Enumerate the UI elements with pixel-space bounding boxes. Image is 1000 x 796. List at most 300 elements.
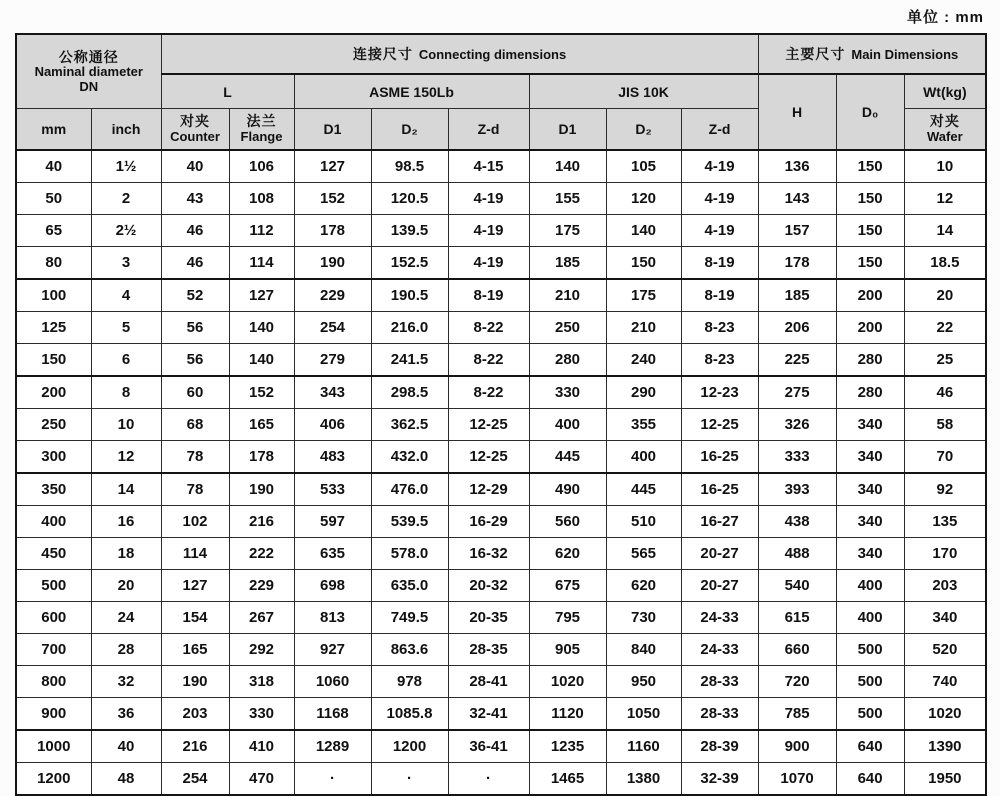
table-cell: 216 (229, 506, 294, 538)
table-cell: 640 (836, 763, 904, 796)
table-cell: 150 (16, 344, 91, 377)
header-jis-d1-column: D1 (529, 109, 606, 151)
table-cell: 136 (758, 150, 836, 183)
table-cell: 267 (229, 602, 294, 634)
table-cell: 12-25 (448, 409, 529, 441)
table-cell: 280 (836, 344, 904, 377)
header-nominal-diameter-zh: 公称通径 (58, 48, 119, 65)
table-cell: 20 (91, 570, 161, 602)
table-cell: 32 (91, 666, 161, 698)
table-cell: 40 (161, 150, 229, 183)
table-cell: 400 (16, 506, 91, 538)
table-cell: 4-15 (448, 150, 529, 183)
table-cell: 445 (606, 473, 681, 506)
table-cell: 150 (836, 150, 904, 183)
table-cell: 152.5 (371, 247, 448, 280)
table-cell: 12-29 (448, 473, 529, 506)
table-cell: 102 (161, 506, 229, 538)
table-cell: 900 (758, 730, 836, 763)
table-cell: 8-23 (681, 312, 758, 344)
table-cell: 203 (904, 570, 986, 602)
table-cell: 140 (229, 312, 294, 344)
table-cell: 410 (229, 730, 294, 763)
table-cell: 185 (758, 279, 836, 312)
table-cell: 540 (758, 570, 836, 602)
table-cell: 1289 (294, 730, 371, 763)
table-cell: 241.5 (371, 344, 448, 377)
table-cell: 1020 (529, 666, 606, 698)
table-cell: 60 (161, 376, 229, 409)
header-asme-group: ASME 150Lb (294, 74, 529, 109)
table-cell: 32-41 (448, 698, 529, 731)
table-cell: 533 (294, 473, 371, 506)
table-cell: 340 (836, 441, 904, 474)
table-cell: 154 (161, 602, 229, 634)
table-cell: 597 (294, 506, 371, 538)
table-cell: 1200 (16, 763, 91, 796)
table-cell: 8-22 (448, 376, 529, 409)
table-cell: 28-33 (681, 666, 758, 698)
table-cell: 36-41 (448, 730, 529, 763)
table-cell: 240 (606, 344, 681, 377)
table-cell: 254 (161, 763, 229, 796)
table-cell: 675 (529, 570, 606, 602)
table-cell: 330 (529, 376, 606, 409)
table-cell: 12 (91, 441, 161, 474)
table-cell: 254 (294, 312, 371, 344)
table-cell: 28-41 (448, 666, 529, 698)
table-cell: 4-19 (681, 183, 758, 215)
table-cell: 340 (836, 506, 904, 538)
table-cell: 18.5 (904, 247, 986, 280)
table-cell: 620 (606, 570, 681, 602)
table-cell: 92 (904, 473, 986, 506)
table-cell: 900 (16, 698, 91, 731)
table-cell: 292 (229, 634, 294, 666)
table-cell: 16-32 (448, 538, 529, 570)
table-row (16, 666, 986, 698)
table-cell: 206 (758, 312, 836, 344)
table-cell: 863.6 (371, 634, 448, 666)
table-cell: 40 (91, 730, 161, 763)
table-row (16, 344, 986, 377)
table-cell: 340 (904, 602, 986, 634)
table-cell: 112 (229, 215, 294, 247)
table-cell: 8-19 (681, 279, 758, 312)
table-cell: 32-39 (681, 763, 758, 796)
table-cell: 127 (229, 279, 294, 312)
table-cell: 483 (294, 441, 371, 474)
header-counter-column: 对夹 Counter (161, 109, 229, 151)
table-cell: 50 (16, 183, 91, 215)
table-cell: 355 (606, 409, 681, 441)
table-cell: 275 (758, 376, 836, 409)
table-cell: 4-19 (448, 247, 529, 280)
table-cell: 155 (529, 183, 606, 215)
header-jis-d2-column: D₂ (606, 109, 681, 151)
table-cell: 1000 (16, 730, 91, 763)
table-cell: 127 (294, 150, 371, 183)
table-cell: 560 (529, 506, 606, 538)
table-row (16, 570, 986, 602)
table-cell: 1½ (91, 150, 161, 183)
table-cell: 290 (606, 376, 681, 409)
table-cell: 795 (529, 602, 606, 634)
table-cell: 14 (904, 215, 986, 247)
table-row (16, 215, 986, 247)
table-cell: 16-27 (681, 506, 758, 538)
table-cell: 22 (904, 312, 986, 344)
header-asme-d2-column: D₂ (371, 109, 448, 151)
table-cell: 406 (294, 409, 371, 441)
table-cell: 350 (16, 473, 91, 506)
table-cell: 140 (229, 344, 294, 377)
table-cell: 500 (836, 698, 904, 731)
table-cell: 340 (836, 409, 904, 441)
table-cell: 8-22 (448, 344, 529, 377)
table-cell: 565 (606, 538, 681, 570)
table-cell: 18 (91, 538, 161, 570)
table-cell: 1160 (606, 730, 681, 763)
table-cell: 1050 (606, 698, 681, 731)
header-main-dimensions: 主要尺寸 Main Dimensions (758, 34, 986, 74)
table-body (16, 150, 986, 795)
table-cell: 200 (836, 279, 904, 312)
table-cell: 1120 (529, 698, 606, 731)
table-cell: 343 (294, 376, 371, 409)
table-row (16, 763, 986, 796)
table-cell: 114 (229, 247, 294, 280)
table-cell: 106 (229, 150, 294, 183)
table-cell: 1390 (904, 730, 986, 763)
table-cell: 700 (16, 634, 91, 666)
table-cell: 1380 (606, 763, 681, 796)
table-row (16, 698, 986, 731)
table-cell: 720 (758, 666, 836, 698)
table-cell: 5 (91, 312, 161, 344)
table-cell: 1465 (529, 763, 606, 796)
table-cell: 135 (904, 506, 986, 538)
table-cell: 698 (294, 570, 371, 602)
table-cell: 620 (529, 538, 606, 570)
table-cell: 152 (294, 183, 371, 215)
table-cell: 640 (836, 730, 904, 763)
table-cell: 56 (161, 344, 229, 377)
table-cell: 28 (91, 634, 161, 666)
table-cell: 125 (16, 312, 91, 344)
table-cell: 8-19 (448, 279, 529, 312)
table-cell: 185 (529, 247, 606, 280)
table-row (16, 538, 986, 570)
table-cell: 70 (904, 441, 986, 474)
table-cell: 157 (758, 215, 836, 247)
table-row (16, 473, 986, 506)
table-cell: 52 (161, 279, 229, 312)
table-cell: 500 (836, 666, 904, 698)
table-cell: 730 (606, 602, 681, 634)
table-cell: 1168 (294, 698, 371, 731)
table-cell: 210 (529, 279, 606, 312)
table-row (16, 602, 986, 634)
table-cell: 190 (161, 666, 229, 698)
table-cell: 800 (16, 666, 91, 698)
table-cell: 12-23 (681, 376, 758, 409)
table-cell: 200 (16, 376, 91, 409)
header-nominal-diameter-code: DN (79, 78, 99, 94)
table-cell: 1020 (904, 698, 986, 731)
table-cell: 178 (294, 215, 371, 247)
table-cell: 20-35 (448, 602, 529, 634)
table-cell: 740 (904, 666, 986, 698)
table-row (16, 150, 986, 183)
table-cell: 20-27 (681, 538, 758, 570)
table-cell: 318 (229, 666, 294, 698)
table-cell: 56 (161, 312, 229, 344)
table-cell: 927 (294, 634, 371, 666)
table-cell: 393 (758, 473, 836, 506)
table-cell: 280 (529, 344, 606, 377)
table-cell: 190 (229, 473, 294, 506)
table-cell: 98.5 (371, 150, 448, 183)
table-cell: 1070 (758, 763, 836, 796)
header-wt-column: Wt(kg) (904, 74, 986, 109)
table-cell: 152 (229, 376, 294, 409)
table-cell: 165 (229, 409, 294, 441)
table-cell: 950 (606, 666, 681, 698)
table-cell: 16-29 (448, 506, 529, 538)
table-cell: 490 (529, 473, 606, 506)
header-nominal-diameter-en: Naminal diameter (34, 63, 143, 79)
table-cell: 216 (161, 730, 229, 763)
table-cell: 143 (758, 183, 836, 215)
table-cell: 660 (758, 634, 836, 666)
table-cell: 470 (229, 763, 294, 796)
table-cell: 127 (161, 570, 229, 602)
table-cell: 16 (91, 506, 161, 538)
table-cell: 105 (606, 150, 681, 183)
header-asme-d1-column: D1 (294, 109, 371, 151)
table-cell: 905 (529, 634, 606, 666)
table-cell: 400 (836, 570, 904, 602)
table-cell: 68 (161, 409, 229, 441)
table-row (16, 634, 986, 666)
header-flange-column: 法兰 Flange (229, 109, 294, 151)
table-cell: 175 (529, 215, 606, 247)
table-cell: 46 (161, 215, 229, 247)
header-jis-group: JIS 10K (529, 74, 758, 109)
table-cell: 326 (758, 409, 836, 441)
table-cell: 210 (606, 312, 681, 344)
table-cell: 28-35 (448, 634, 529, 666)
table-row (16, 506, 986, 538)
table-row (16, 183, 986, 215)
table-cell: 108 (229, 183, 294, 215)
table-cell: 340 (836, 538, 904, 570)
table-cell: 78 (161, 441, 229, 474)
table-cell: 16-25 (681, 441, 758, 474)
table-cell: 4-19 (448, 183, 529, 215)
table-cell: 10 (91, 409, 161, 441)
table-cell: 24 (91, 602, 161, 634)
table-cell: 280 (836, 376, 904, 409)
table-cell: 178 (229, 441, 294, 474)
table-cell: 140 (606, 215, 681, 247)
table-row (16, 279, 986, 312)
header-l-group: L (161, 74, 294, 109)
table-cell: 539.5 (371, 506, 448, 538)
table-cell: 140 (529, 150, 606, 183)
table-cell: 340 (836, 473, 904, 506)
table-cell: 978 (371, 666, 448, 698)
header-jis-zd-column: Z-d (681, 109, 758, 151)
table-cell: 1950 (904, 763, 986, 796)
table-cell: 250 (16, 409, 91, 441)
table-cell: 300 (16, 441, 91, 474)
table-cell: 785 (758, 698, 836, 731)
table-cell: 1200 (371, 730, 448, 763)
table-cell: 100 (16, 279, 91, 312)
table-cell: 1060 (294, 666, 371, 698)
header-d0-column: D₀ (836, 74, 904, 150)
table-cell: 200 (836, 312, 904, 344)
table-cell: 14 (91, 473, 161, 506)
table-cell: 279 (294, 344, 371, 377)
table-cell: 615 (758, 602, 836, 634)
table-cell: 165 (161, 634, 229, 666)
table-cell: 8-22 (448, 312, 529, 344)
table-cell: 500 (16, 570, 91, 602)
table-cell: 578.0 (371, 538, 448, 570)
table-cell: 222 (229, 538, 294, 570)
table-row (16, 376, 986, 409)
table-cell: 330 (229, 698, 294, 731)
table-cell: 8-19 (681, 247, 758, 280)
table-cell: 216.0 (371, 312, 448, 344)
table-cell: 229 (229, 570, 294, 602)
table-cell: 12-25 (681, 409, 758, 441)
table-cell: 635.0 (371, 570, 448, 602)
table-cell: 178 (758, 247, 836, 280)
table-cell: 400 (529, 409, 606, 441)
table-cell: 150 (836, 215, 904, 247)
table-row (16, 730, 986, 763)
table-header (16, 34, 986, 150)
table-cell: 438 (758, 506, 836, 538)
table-cell: 400 (836, 602, 904, 634)
table-cell: 20-27 (681, 570, 758, 602)
table-row (16, 312, 986, 344)
table-cell: 150 (836, 183, 904, 215)
table-cell: 450 (16, 538, 91, 570)
table-cell: 190 (294, 247, 371, 280)
table-cell: 150 (606, 247, 681, 280)
table-cell: 78 (161, 473, 229, 506)
table-cell: 600 (16, 602, 91, 634)
table-cell: 175 (606, 279, 681, 312)
table-cell: · (294, 763, 371, 796)
table-cell: 813 (294, 602, 371, 634)
table-cell: 4-19 (681, 215, 758, 247)
table-cell: 36 (91, 698, 161, 731)
table-cell: 16-25 (681, 473, 758, 506)
table-cell: 120 (606, 183, 681, 215)
table-cell: 510 (606, 506, 681, 538)
table-cell: 500 (836, 634, 904, 666)
header-mm-column: mm (16, 109, 91, 151)
table-cell: 80 (16, 247, 91, 280)
table-cell: 2 (91, 183, 161, 215)
table-cell: 40 (16, 150, 91, 183)
table-row (16, 247, 986, 280)
header-connecting-dimensions: 连接尺寸 Connecting dimensions (161, 34, 758, 74)
table-cell: · (448, 763, 529, 796)
table-cell: 170 (904, 538, 986, 570)
table-cell: 1235 (529, 730, 606, 763)
table-cell: 46 (161, 247, 229, 280)
table-cell: 362.5 (371, 409, 448, 441)
table-cell: 28-33 (681, 698, 758, 731)
table-row (16, 441, 986, 474)
table-cell: 8-23 (681, 344, 758, 377)
table-cell: 476.0 (371, 473, 448, 506)
table-cell: 48 (91, 763, 161, 796)
dimensions-table (15, 33, 987, 796)
table-cell: 46 (904, 376, 986, 409)
table-cell: 445 (529, 441, 606, 474)
table-cell: 25 (904, 344, 986, 377)
table-cell: 203 (161, 698, 229, 731)
table-cell: 749.5 (371, 602, 448, 634)
table-cell: 229 (294, 279, 371, 312)
table-cell: 225 (758, 344, 836, 377)
table-cell: 4-19 (681, 150, 758, 183)
table-row (16, 409, 986, 441)
table-cell: 4-19 (448, 215, 529, 247)
table-cell: 1085.8 (371, 698, 448, 731)
header-h-column: H (758, 74, 836, 150)
unit-label: 单位 : mm (906, 9, 984, 26)
table-cell: 250 (529, 312, 606, 344)
table-cell: 58 (904, 409, 986, 441)
table-cell: 150 (836, 247, 904, 280)
table-cell: 3 (91, 247, 161, 280)
table-cell: 120.5 (371, 183, 448, 215)
table-cell: 4 (91, 279, 161, 312)
table-cell: 190.5 (371, 279, 448, 312)
header-wafer-column: 对夹 Wafer (904, 109, 986, 151)
table-cell: 840 (606, 634, 681, 666)
table-cell: 6 (91, 344, 161, 377)
table-cell: 24-33 (681, 634, 758, 666)
table-cell: 333 (758, 441, 836, 474)
table-cell: 488 (758, 538, 836, 570)
table-cell: 20 (904, 279, 986, 312)
table-cell: 8 (91, 376, 161, 409)
table-cell: 520 (904, 634, 986, 666)
table-cell: 298.5 (371, 376, 448, 409)
table-cell: 139.5 (371, 215, 448, 247)
table-cell: 65 (16, 215, 91, 247)
table-cell: 635 (294, 538, 371, 570)
table-cell: · (371, 763, 448, 796)
table-cell: 24-33 (681, 602, 758, 634)
table-cell: 20-32 (448, 570, 529, 602)
header-nominal-diameter (16, 34, 161, 109)
table-cell: 400 (606, 441, 681, 474)
table-cell: 432.0 (371, 441, 448, 474)
table-cell: 12 (904, 183, 986, 215)
table-cell: 43 (161, 183, 229, 215)
